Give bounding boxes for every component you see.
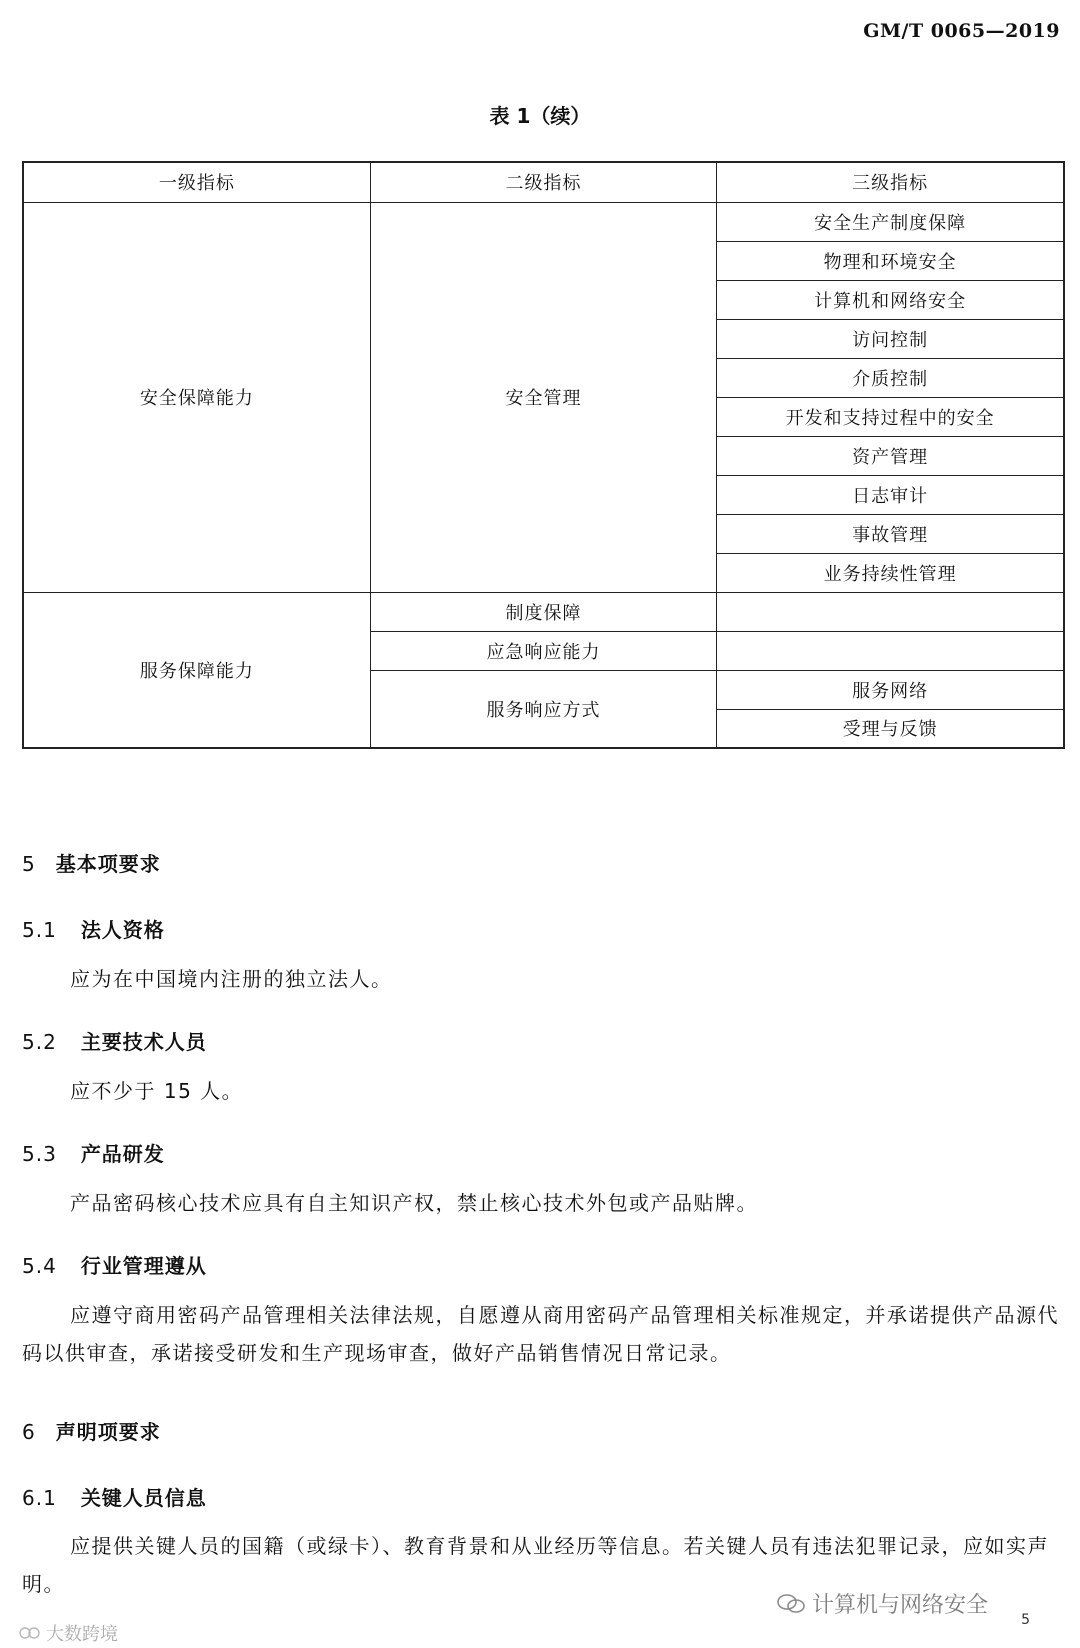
section-number: 5.3 xyxy=(22,1142,57,1166)
paragraph-5-3: 产品密码核心技术应具有自主知识产权，禁止核心技术外包或产品贴牌。 xyxy=(70,1191,758,1215)
paragraph-5-4: 应遵守商用密码产品管理相关法律法规，自愿遵从商用密码产品管理相关标准规定，并承诺提供产品源代码以供审查，承诺接受研发和生产现场审查，做好产品销售情况日常记录。 xyxy=(22,1303,1059,1365)
section-title: 声明项要求 xyxy=(55,1420,161,1444)
section-number: 6 xyxy=(22,1420,36,1444)
level3-cell: 事故管理 xyxy=(717,514,1064,553)
level3-cell: 服务网络 xyxy=(717,670,1064,709)
section-heading-5 xyxy=(22,848,161,877)
section-title: 法人资格 xyxy=(80,918,165,942)
header-level3: 三级指标 xyxy=(717,162,1064,202)
level3-cell: 介质控制 xyxy=(717,358,1064,397)
page-number: 5 xyxy=(1021,1612,1030,1628)
header-level2: 二级指标 xyxy=(370,162,716,202)
watermark-text: 大数跨境 xyxy=(46,1624,118,1645)
level3-cell: 业务持续性管理 xyxy=(717,553,1064,592)
level3-cell: 资产管理 xyxy=(717,436,1064,475)
level3-cell: 受理与反馈 xyxy=(717,709,1064,748)
section-number: 5.2 xyxy=(22,1030,57,1054)
table-header-row xyxy=(23,162,1064,202)
table-caption: 表 1（续） xyxy=(489,104,591,128)
table-row xyxy=(23,592,1064,631)
level3-cell-empty xyxy=(717,592,1064,631)
watermark-text: 计算机与网络安全 xyxy=(812,1593,989,1618)
paragraph-5-2: 应不少于 15 人。 xyxy=(70,1079,244,1103)
section-number: 5.4 xyxy=(22,1254,57,1278)
level2-security-management: 安全管理 xyxy=(370,202,716,592)
subsection-heading-5-4 xyxy=(22,1250,207,1279)
level2-cell: 制度保障 xyxy=(370,592,716,631)
subsection-heading-6-1 xyxy=(22,1482,207,1511)
paragraph-5-1: 应为在中国境内注册的独立法人。 xyxy=(70,967,393,991)
section-title: 产品研发 xyxy=(80,1142,165,1166)
subsection-heading-5-3 xyxy=(22,1138,165,1167)
level3-cell: 开发和支持过程中的安全 xyxy=(717,397,1064,436)
indicator-table xyxy=(22,161,1065,749)
section-title: 关键人员信息 xyxy=(80,1486,207,1510)
section-heading-6 xyxy=(22,1416,161,1445)
level3-cell: 安全生产制度保障 xyxy=(717,202,1064,241)
wechat-icon xyxy=(776,1593,806,1615)
section-title: 主要技术人员 xyxy=(80,1030,207,1054)
header-level1: 一级指标 xyxy=(23,162,370,202)
level2-cell: 服务响应方式 xyxy=(370,670,716,748)
table-row xyxy=(23,202,1064,241)
section-number: 5 xyxy=(22,852,36,876)
level2-cell: 应急响应能力 xyxy=(370,631,716,670)
level3-cell: 计算机和网络安全 xyxy=(717,280,1064,319)
standard-code: GM/T 0065—2019 xyxy=(863,20,1060,42)
section-number: 5.1 xyxy=(22,918,57,942)
level3-cell: 访问控制 xyxy=(717,319,1064,358)
level3-cell: 物理和环境安全 xyxy=(717,241,1064,280)
subsection-heading-5-2 xyxy=(22,1026,207,1055)
level3-cell: 日志审计 xyxy=(717,475,1064,514)
section-title: 基本项要求 xyxy=(55,852,161,876)
level1-security: 安全保障能力 xyxy=(23,202,370,592)
paragraph-6-1: 应提供关键人员的国籍（或绿卡）、教育背景和从业经历等信息。若关键人员有违法犯罪记录，应如实声明。 xyxy=(22,1534,1049,1596)
logo-icon xyxy=(18,1624,42,1642)
level1-service: 服务保障能力 xyxy=(23,592,370,748)
wechat-watermark xyxy=(776,1588,988,1619)
level3-cell-empty xyxy=(717,631,1064,670)
section-title: 行业管理遵从 xyxy=(80,1254,207,1278)
subsection-heading-5-1 xyxy=(22,914,165,943)
section-number: 6.1 xyxy=(22,1486,57,1510)
source-watermark xyxy=(18,1620,118,1646)
